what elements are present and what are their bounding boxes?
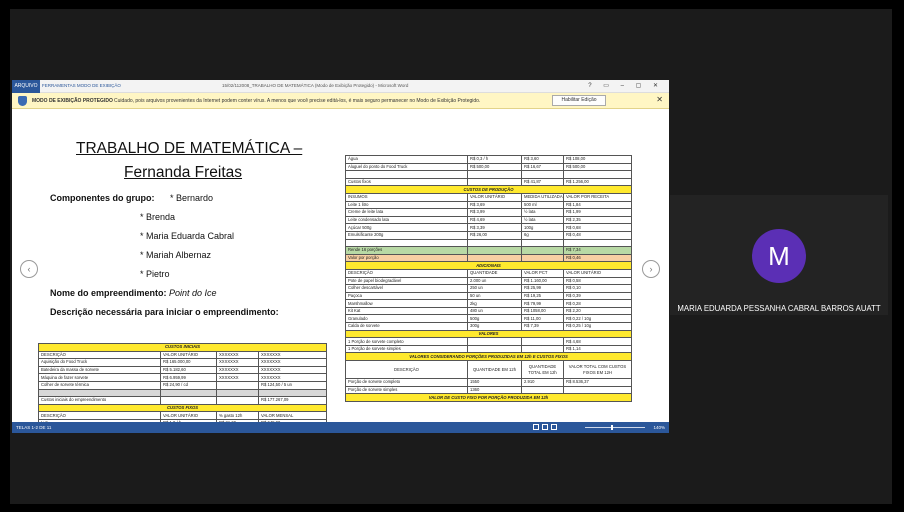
table-cell: VALORES CONSIDERANDO PORÇÕES PRODUZIDAS EM 12h E CUSTOS FIXOS	[346, 353, 632, 361]
table-row	[346, 323, 632, 331]
member-item: * Brenda	[140, 212, 176, 222]
table-cell: R$ 3,39	[468, 224, 522, 232]
table-row	[346, 231, 632, 239]
table-cell: Açúcar 500g	[346, 224, 468, 232]
table-cell: VALOR DE CUSTO FIXO POR PORÇÃO PRODUZIDA EM 12h	[346, 394, 632, 402]
table-row	[39, 412, 327, 420]
table-cell	[468, 338, 522, 346]
member-item: * Bernardo	[170, 193, 214, 203]
table-cell: R$ 124,50 / 5 un	[259, 381, 327, 389]
table-row	[39, 389, 327, 397]
description-heading: Descrição necessária para iniciar o empreendimento:	[50, 307, 279, 317]
table-cell: Valor por porção	[346, 254, 468, 262]
table-cell: R$ 24,90 / cd	[161, 381, 217, 389]
table-cell: R$ 1,14	[564, 345, 632, 353]
table-cell: VALORES	[346, 330, 632, 338]
table-row	[39, 404, 327, 412]
table-cell: ADICIONAIS	[346, 262, 632, 270]
member-item: * Maria Eduarda Cabral	[140, 231, 235, 241]
table-cell	[161, 397, 217, 405]
document-author: Fernanda Freitas	[124, 164, 243, 181]
business-line	[50, 288, 217, 298]
table-cell: MEDIDA UTILIZADA	[522, 193, 564, 201]
table-row	[346, 292, 632, 300]
table-row	[346, 345, 632, 353]
table-row	[346, 361, 632, 379]
table-cell: R$ 108,00	[564, 156, 632, 164]
table-cell: CUSTOS DE PRODUÇÃO	[346, 186, 632, 194]
table-cell: R$ 0,10	[564, 285, 632, 293]
table-cell: R$ 1058,00	[522, 307, 564, 315]
table-cell: R$ 1.160,00	[522, 277, 564, 285]
table-cell: ½ lata	[522, 216, 564, 224]
table-cell: Máquina de fazer sorvete	[39, 374, 161, 382]
table-cell: Colher descartável	[346, 285, 468, 293]
table-row	[346, 307, 632, 315]
table-cell: DESCRIÇÃO	[346, 361, 468, 379]
table-cell: Emulsificante 200g	[346, 231, 468, 239]
table-cell	[468, 171, 522, 179]
table-row	[39, 351, 327, 359]
table-row	[346, 216, 632, 224]
group-label: Componentes do grupo:	[50, 193, 155, 203]
table-row	[346, 156, 632, 164]
table-cell	[468, 239, 522, 247]
table-row	[346, 239, 632, 247]
table-cell: R$ 25,99	[522, 285, 564, 293]
table-cell	[564, 239, 632, 247]
file-tab[interactable]: ARQUIVO	[12, 80, 40, 93]
table-cell	[564, 386, 632, 394]
table-cell: XXXXXXX	[259, 359, 327, 367]
table-cell: R$ 0,48	[564, 231, 632, 239]
shield-icon	[18, 96, 27, 106]
table-cell: R$ 4,69	[468, 216, 522, 224]
table-cell	[468, 254, 522, 262]
shared-screen	[12, 80, 669, 433]
table-cell: R$ 0,25 / 10g	[564, 323, 632, 331]
table-cell: VALOR PCT	[522, 269, 564, 277]
table-row	[346, 254, 632, 262]
table-cell: ½ lata	[522, 209, 564, 217]
table-row	[346, 285, 632, 293]
production-costs-table	[345, 155, 632, 402]
status-bar	[12, 422, 669, 433]
table-cell: Porção de sorvete simples	[346, 386, 468, 394]
close-icon[interactable]: ✕	[656, 95, 663, 104]
enable-editing-button[interactable]: Habilitar Edição	[552, 95, 606, 106]
table-cell: R$ 7,34	[564, 247, 632, 255]
member-item: * Pietro	[140, 269, 170, 279]
table-cell: Água	[346, 156, 468, 164]
table-cell: R$ 0,28	[564, 300, 632, 308]
table-cell: R$ 0,39	[564, 292, 632, 300]
table-cell: R$ 26,00	[468, 231, 522, 239]
table-cell	[468, 345, 522, 353]
previous-page-button[interactable]: ‹	[20, 260, 38, 278]
table-cell: DESCRIÇÃO	[346, 269, 468, 277]
table-cell: R$ 0,46	[564, 254, 632, 262]
table-cell: QUANTIDADE EM 12h	[468, 361, 522, 379]
table-cell: R$ 16,67	[522, 163, 564, 171]
table-row	[346, 186, 632, 194]
table-cell	[346, 239, 468, 247]
table-row	[346, 262, 632, 270]
table-cell	[522, 345, 564, 353]
table-cell: 480 un	[468, 307, 522, 315]
table-cell: R$ 500,00	[468, 163, 522, 171]
table-cell	[522, 386, 564, 394]
protected-view-label: MODO DE EXIBIÇÃO PROTEGIDO	[32, 98, 113, 104]
table-cell	[346, 171, 468, 179]
table-cell: VALOR POR RECEITA	[564, 193, 632, 201]
table-cell	[522, 247, 564, 255]
table-cell: XXXXXXX	[259, 351, 327, 359]
table-cell: R$ 19,25	[522, 292, 564, 300]
participant-tile[interactable]	[670, 195, 888, 315]
table-cell: R$ 5.182,60	[161, 366, 217, 374]
business-label: Nome do empreendimento:	[50, 288, 167, 298]
business-name: Point do Ice	[169, 288, 217, 298]
table-cell: R$ 1,99	[564, 209, 632, 217]
table-cell: 2.000 un	[468, 277, 522, 285]
table-cell: XXXXXXX	[217, 366, 259, 374]
word-title-bar	[12, 80, 669, 93]
table-row	[346, 209, 632, 217]
table-cell: R$ 79,99	[522, 300, 564, 308]
table-cell: R$ 165.000,00	[161, 359, 217, 367]
table-cell: Aluguel do ponto do Food Truck	[346, 163, 468, 171]
table-cell: R$ 500,00	[564, 163, 632, 171]
table-cell: VALOR UNITÁRIO	[161, 351, 217, 359]
table-row	[39, 344, 327, 352]
table-cell: CUSTOS FIXOS	[39, 404, 327, 412]
table-cell: 50 un	[468, 292, 522, 300]
table-cell: Leite 1 litro	[346, 201, 468, 209]
zoom-slider[interactable]	[585, 427, 645, 428]
table-cell: R$ 177.267,09	[259, 397, 327, 405]
table-cell: DESCRIÇÃO	[39, 351, 161, 359]
table-row	[346, 171, 632, 179]
table-cell	[259, 389, 327, 397]
table-row	[346, 386, 632, 394]
table-cell: 2.910	[522, 379, 564, 387]
table-cell	[217, 381, 259, 389]
member-item: * Mariah Albernaz	[140, 250, 212, 260]
table-cell: R$ 3,69	[468, 201, 522, 209]
window-controls[interactable]: ? ▭ – ▢ ✕	[588, 83, 663, 89]
protected-view-message: Cuidado, pois arquivos provenientes da Internet podem conter vírus. A menos que você precise editá-los, é mais seguro permanecer no Modo de Exibição Protegido.	[114, 98, 481, 104]
protected-view-bar	[12, 93, 669, 109]
table-cell: XXXXXXX	[217, 374, 259, 382]
table-row	[346, 353, 632, 361]
table-cell: R$ 1,84	[564, 201, 632, 209]
table-cell: 500g	[468, 315, 522, 323]
table-cell: Custos iniciais do empreendimento	[39, 397, 161, 405]
table-cell: 300g	[468, 323, 522, 331]
table-cell: QUANTIDADE	[468, 269, 522, 277]
table-cell	[217, 389, 259, 397]
table-cell	[468, 247, 522, 255]
table-cell: 2kg	[468, 300, 522, 308]
table-row	[346, 269, 632, 277]
table-cell: XXXXXXX	[259, 374, 327, 382]
table-row	[39, 366, 327, 374]
next-page-button[interactable]: ›	[642, 260, 660, 278]
table-row	[346, 201, 632, 209]
table-cell: 1 Porção de sorvete simples	[346, 345, 468, 353]
table-cell: R$ 11,00	[522, 315, 564, 323]
table-cell: % gasto 12h	[217, 412, 259, 420]
table-cell	[564, 171, 632, 179]
table-cell	[217, 397, 259, 405]
table-cell: R$ 0,58	[564, 277, 632, 285]
table-cell: Custos fixos	[346, 178, 468, 186]
table-cell: 500 ml	[522, 201, 564, 209]
table-cell: VALOR UNITÁRIO	[161, 412, 217, 420]
page-count: TELAS 1-2 DE 11	[16, 425, 52, 430]
table-cell: 100g	[522, 224, 564, 232]
table-cell	[522, 254, 564, 262]
table-cell: INSUMOS	[346, 193, 468, 201]
table-cell: VALOR UNITÁRIO	[468, 193, 522, 201]
table-cell: Colher de sorvete térmica	[39, 381, 161, 389]
table-row	[39, 359, 327, 367]
table-cell: VALOR TOTAL COM CUSTOS FIXOS EM 12H	[564, 361, 632, 379]
table-cell: Rende 16 porções	[346, 247, 468, 255]
table-cell: R$ 3,99	[468, 209, 522, 217]
document-title: TRABALHO DE MATEMÁTICA –	[76, 140, 303, 157]
table-cell: QUANTIDADE TOTAL EM 12h	[522, 361, 564, 379]
table-cell	[468, 178, 522, 186]
window-title: 15/02/112008_TRABALHO DE MATEMÁTICA (Modo de Exibição Protegido) - Microsoft Word	[222, 83, 409, 88]
table-cell: Granulado	[346, 315, 468, 323]
table-cell: R$ 7,39	[522, 323, 564, 331]
table-cell: XXXXXXX	[259, 366, 327, 374]
table-cell: R$ 2,20	[564, 307, 632, 315]
table-cell: R$ 8.536,37	[564, 379, 632, 387]
document-area	[12, 110, 669, 423]
participant-name: MARIA EDUARDA PESSANHA CABRAL BARROS AUATT	[677, 304, 881, 313]
zoom-level: 140%	[653, 425, 665, 430]
table-cell: R$ 0,3 / h	[468, 156, 522, 164]
table-cell: R$ 3,60	[522, 156, 564, 164]
table-cell: Porção de sorvete completo	[346, 379, 468, 387]
participant-avatar: M	[752, 229, 806, 283]
table-cell: Kit Kat	[346, 307, 468, 315]
table-row	[346, 163, 632, 171]
table-cell: XXXXXXX	[217, 359, 259, 367]
table-cell: Batedeira da massa de sorvete	[39, 366, 161, 374]
initial-costs-table	[38, 343, 327, 428]
table-cell: R$ 6.959,99	[161, 374, 217, 382]
table-cell: R$ 1.256,00	[564, 178, 632, 186]
table-row	[346, 379, 632, 387]
table-cell: R$ 0,22 / 10g	[564, 315, 632, 323]
table-row	[346, 178, 632, 186]
table-cell	[161, 389, 217, 397]
table-cell	[522, 239, 564, 247]
table-cell: 250 un	[468, 285, 522, 293]
table-cell: XXXXXXX	[217, 351, 259, 359]
table-row	[346, 330, 632, 338]
view-tools-tab[interactable]: FERRAMENTAS MODO DE EXIBIÇÃO	[42, 83, 121, 88]
table-row	[39, 381, 327, 389]
table-cell: DESCRIÇÃO	[39, 412, 161, 420]
table-cell: 1360	[468, 386, 522, 394]
table-row	[346, 224, 632, 232]
table-cell: Paçoca	[346, 292, 468, 300]
table-cell: 1550	[468, 379, 522, 387]
table-cell: R$ 4,68	[564, 338, 632, 346]
table-cell	[522, 338, 564, 346]
table-row	[346, 300, 632, 308]
table-cell: R$ 0,68	[564, 224, 632, 232]
view-mode-icons[interactable]	[533, 424, 563, 431]
table-cell	[39, 389, 161, 397]
table-cell: Calda de sorvete	[346, 323, 468, 331]
zoom-slider-knob[interactable]	[611, 425, 613, 430]
table-cell: R$ 41,87	[522, 178, 564, 186]
table-cell: Pote de papel biodegradável	[346, 277, 468, 285]
table-cell: 1 Porção de sorvete completo	[346, 338, 468, 346]
table-row	[346, 193, 632, 201]
table-row	[346, 277, 632, 285]
table-cell: VALOR MENSAL	[259, 412, 327, 420]
table-cell: R$ 2,35	[564, 216, 632, 224]
table-row	[346, 247, 632, 255]
table-row	[39, 374, 327, 382]
table-cell	[522, 171, 564, 179]
table-cell: CUSTOS INICIAIS	[39, 344, 327, 352]
table-row	[346, 338, 632, 346]
table-cell: Leite condensado lata	[346, 216, 468, 224]
table-cell: Aquisição do Food Truck	[39, 359, 161, 367]
table-cell: 6g	[522, 231, 564, 239]
table-row	[39, 397, 327, 405]
table-cell: Marshmallow	[346, 300, 468, 308]
table-row	[346, 315, 632, 323]
table-row	[346, 394, 632, 402]
table-cell: VALOR UNITÁRIO	[564, 269, 632, 277]
table-cell: Creme de leite lata	[346, 209, 468, 217]
